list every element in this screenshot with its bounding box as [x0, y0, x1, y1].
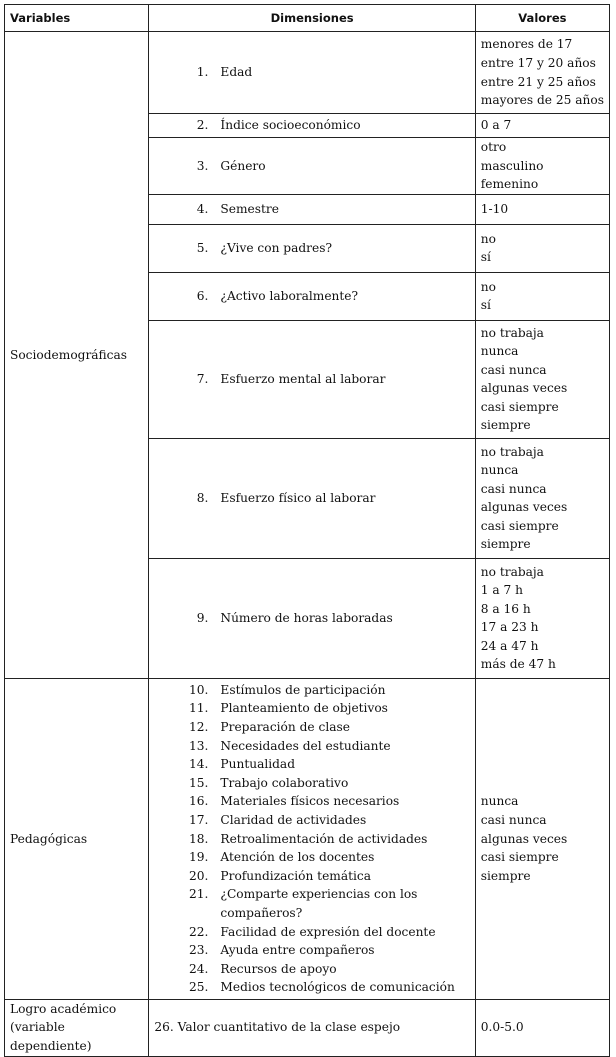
dimension-number: 2.: [196, 118, 209, 133]
dimension-label: Esfuerzo mental al laborar: [220, 371, 386, 386]
dimension-cell: [149, 194, 475, 224]
value-item: no trabaja: [480, 325, 544, 340]
dimension-item: [154, 157, 469, 176]
dimension-label: Profundización temática: [220, 868, 371, 883]
dimension-number: 11.: [189, 701, 209, 716]
dimension-item: [154, 923, 469, 942]
value-item: menores de 17: [480, 37, 573, 52]
dimension-cell: [149, 224, 475, 272]
dimension-label: Puntualidad: [220, 757, 295, 772]
group-logro-line2: (variable dependiente): [10, 1020, 92, 1054]
values-cell: [475, 194, 609, 224]
value-item: nunca: [480, 344, 519, 359]
dimension-item: [154, 755, 469, 774]
dimension-cell: [149, 32, 475, 114]
dimension-label: Planteamiento de objetivos: [220, 701, 388, 716]
dimension-number: 5.: [196, 240, 209, 255]
table-row: [5, 678, 610, 999]
dimension-number: 8.: [196, 490, 209, 505]
value-item: más de 47 h: [480, 657, 556, 672]
values-cell: [475, 320, 609, 438]
value-item: casi nunca: [480, 362, 547, 377]
value-item: siempre: [480, 537, 531, 552]
dimension-label: Necesidades del estudiante: [220, 738, 391, 753]
value-item: casi nunca: [480, 812, 547, 827]
value-item: casi siempre: [480, 850, 559, 865]
dimension-number: 7.: [196, 371, 209, 386]
dimension-item: [154, 681, 469, 700]
dimension-number: 18.: [189, 831, 209, 846]
dimension-label: Esfuerzo físico al laborar: [220, 490, 376, 505]
group-logro-line1: Logro académico: [10, 1001, 117, 1016]
dimension-number: 23.: [189, 943, 209, 958]
dimension-number: 19.: [189, 850, 209, 865]
values-cell: [475, 224, 609, 272]
dimension-number: 17.: [189, 812, 209, 827]
value-item: no trabaja: [480, 444, 544, 459]
value-item: otro: [480, 140, 507, 154]
dimension-cell: [149, 114, 475, 138]
dimension-label: Recursos de apoyo: [220, 961, 337, 976]
dimension-item: [154, 848, 469, 867]
dimension-label: Número de horas laboradas: [220, 610, 393, 625]
dimension-label: Índice socioeconómico: [220, 118, 361, 133]
dimension-label: ¿Vive con padres?: [220, 240, 332, 255]
dimension-label: ¿Activo laboralmente?: [220, 288, 359, 303]
dimension-item: [154, 200, 469, 219]
dimension-cell: [149, 138, 475, 195]
dimension-item: [154, 63, 469, 82]
variables-table: [4, 4, 610, 1057]
dimension-item: [154, 978, 469, 997]
dimension-number: 22.: [189, 924, 209, 939]
dimension-item: [154, 239, 469, 258]
values-cell: 0.0-5.0: [475, 999, 609, 1056]
group-logro-academico: [5, 999, 149, 1056]
dimension-label: Preparación de clase: [220, 719, 350, 734]
dimension-item: [154, 941, 469, 960]
value-item: mayores de 25 años: [480, 93, 604, 108]
value-item: no: [480, 231, 496, 246]
values-cell: [475, 438, 609, 558]
dimension-number: 15.: [189, 775, 209, 790]
dimension-number: 1.: [196, 65, 209, 80]
group-sociodemograficas: Sociodemográficas: [5, 32, 149, 679]
value-item: algunas veces: [480, 381, 568, 396]
value-item: 0 a 7: [480, 118, 512, 133]
dimension-label: Materiales físicos necesarios: [220, 794, 400, 809]
dimension-label: Estímulos de participación: [220, 682, 386, 697]
dimension-item: [154, 718, 469, 737]
dimension-number: 3.: [196, 158, 209, 173]
dimension-number: 9.: [196, 610, 209, 625]
dimension-number: 24.: [189, 961, 209, 976]
dimension-number: 4.: [196, 201, 209, 216]
value-item: sí: [480, 250, 491, 265]
dimension-label: Atención de los docentes: [220, 850, 375, 865]
dimension-item: [154, 885, 469, 922]
dimension-label: Facilidad de expresión del docente: [220, 924, 436, 939]
values-cell: [475, 138, 609, 195]
dimension-number: 6.: [196, 288, 209, 303]
dimension-label: ¿Comparte experiencias con los compañeros?: [220, 887, 418, 920]
dimension-item: [154, 737, 469, 756]
dimension-label: Claridad de actividades: [220, 812, 367, 827]
value-item: 1-10: [480, 201, 509, 216]
dimension-number: 12.: [189, 719, 209, 734]
values-cell: [475, 678, 609, 999]
value-item: casi siempre: [480, 518, 559, 533]
dimension-label: Ayuda entre compañeros: [220, 943, 375, 958]
value-item: masculino: [480, 158, 544, 173]
value-item: 24 a 47 h: [480, 638, 539, 653]
dimension-number: 10.: [189, 682, 209, 697]
value-item: siempre: [480, 418, 531, 433]
dimension-cell: [149, 438, 475, 558]
dimension-cell: [149, 678, 475, 999]
dimension-item: [154, 116, 469, 135]
value-item: 8 a 16 h: [480, 601, 531, 616]
dimension-number: 16.: [189, 794, 209, 809]
value-item: no trabaja: [480, 564, 544, 579]
value-item: nunca: [480, 794, 519, 809]
value-item: siempre: [480, 868, 531, 883]
values-cell: [475, 114, 609, 138]
values-cell: [475, 32, 609, 114]
values-cell: [475, 558, 609, 678]
dimension-cell: [149, 320, 475, 438]
group-pedagogicas: Pedagógicas: [5, 678, 149, 999]
value-item: casi siempre: [480, 399, 559, 414]
dimension-number: 21.: [189, 887, 209, 902]
dimension-item: [154, 489, 469, 508]
table-row: [5, 32, 610, 114]
dimension-item: [154, 960, 469, 979]
values-cell: [475, 272, 609, 320]
dimension-item: [154, 699, 469, 718]
dimension-label: Trabajo colaborativo: [220, 775, 349, 790]
dimension-item: [154, 830, 469, 849]
dimension-item: [154, 609, 469, 628]
dimension-item: [154, 792, 469, 811]
dimension-item: [154, 370, 469, 389]
dimension-cell: [149, 558, 475, 678]
dimension-label: Edad: [220, 65, 253, 80]
value-item: casi nunca: [480, 481, 547, 496]
dimension-number: 13.: [189, 738, 209, 753]
value-item: entre 21 y 25 años: [480, 74, 596, 89]
dimension-label: Medios tecnológicos de comunicación: [220, 980, 455, 995]
header-valores: Valores: [475, 5, 609, 32]
value-item: 1 a 7 h: [480, 583, 524, 598]
value-item: no: [480, 279, 496, 294]
dimension-cell: [149, 272, 475, 320]
value-item: 17 a 23 h: [480, 620, 539, 635]
value-item: sí: [480, 298, 491, 313]
value-item: femenino: [480, 177, 539, 192]
table-row: [5, 999, 610, 1056]
dimension-label: Género: [220, 158, 266, 173]
table-body: [5, 32, 610, 1057]
dimension-number: 25.: [189, 980, 209, 995]
value-item: algunas veces: [480, 500, 568, 515]
value-item: algunas veces: [480, 831, 568, 846]
dimension-cell: 26. Valor cuantitativo de la clase espejo: [149, 999, 475, 1056]
value-item: entre 17 y 20 años: [480, 55, 596, 70]
dimension-label: Retroalimentación de actividades: [220, 831, 428, 846]
dimension-item: [154, 287, 469, 306]
header-dimensiones: Dimensiones: [149, 5, 475, 32]
dimension-item: [154, 811, 469, 830]
dimension-number: 14.: [189, 757, 209, 772]
header-variables: Variables: [5, 5, 149, 32]
dimension-item: [154, 774, 469, 793]
header-row: [5, 5, 610, 32]
value-item: nunca: [480, 463, 519, 478]
dimension-label: Semestre: [220, 201, 279, 216]
dimension-number: 20.: [189, 868, 209, 883]
dimension-item: [154, 867, 469, 886]
